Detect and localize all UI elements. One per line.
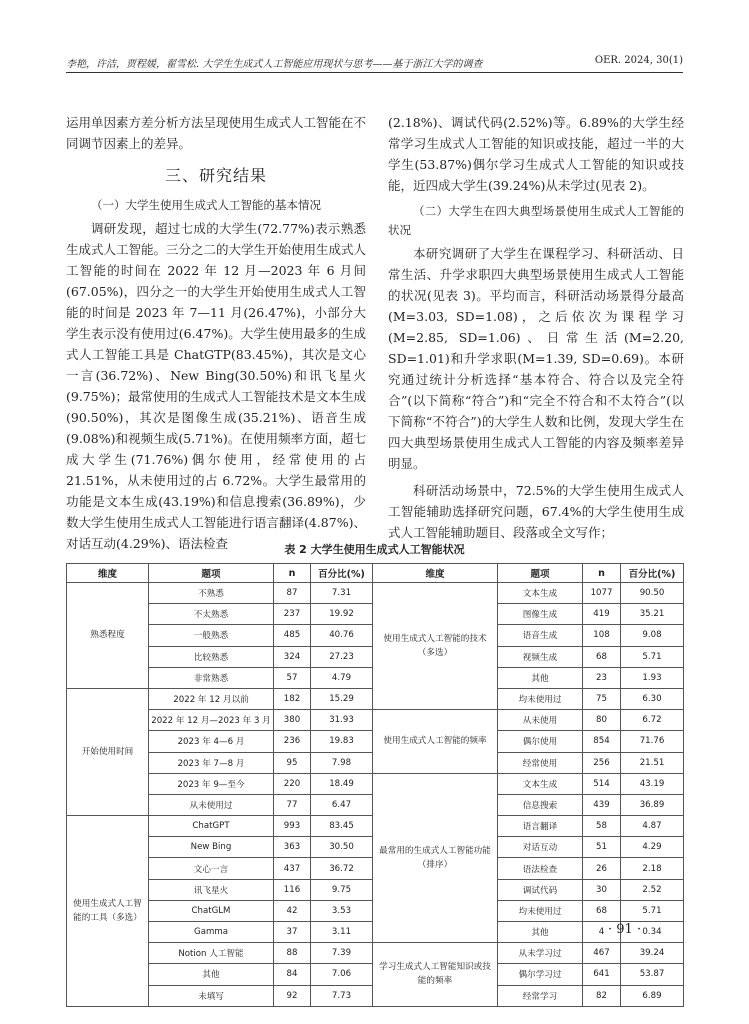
right-pct-cell: 5.71: [621, 646, 684, 667]
results-paragraph-1: 调研发现，超过七成的大学生(72.77%)表示熟悉生成式人工智能。三分之二的大学生开始使用生成式人工智能的时间在 2022 年 12 月—2023 年 6 月间(67.05%)，四分之一的大学生开始使用生成式人工智能的时间是 2023 年 7—11 月(26.47%)，小部分大学生表示没有使用过(6.47%)。大学生使用最多的生成式人工智能工具是 ChatGTP(83.45%)，其次是文心一言(36.72%)、New Bing(30.50%)和讯飞星火(9.75%)；最常使用的生成式人工智能技术是文本生成(90.50%)，其次是图像生成(35.21%)、语音生成(9.08%)和视频生成(5.71%)。在使用频率方面，超七成大学生(71.76%)偶尔使用，经常使用的占 21.51%，从未使用过的占 6.72%。大学生最常用的功能是文本生成(43.19%)和信息搜索(36.89%)，少数大学生使用生成式人工智能进行语言翻译(4.87%)、对话互动(4.29%)、语法检查: [66, 221, 367, 551]
left-n-cell: 485: [274, 625, 311, 646]
left-n-cell: 42: [274, 900, 311, 921]
right-column: [388, 112, 684, 543]
right-pct-cell: 90.50: [621, 583, 684, 604]
left-pct-cell: 27.23: [311, 646, 373, 667]
right-n-cell: 514: [583, 773, 621, 794]
left-item-cell: 比较熟悉: [149, 646, 274, 667]
col-header: 维度: [67, 564, 149, 583]
subsection-title-1: （一）大学生使用生成式人工智能的基本情况: [91, 198, 321, 212]
right-n-cell: 419: [583, 604, 621, 625]
right-pct-cell: 4.29: [621, 837, 684, 858]
right-item-cell: 文本生成: [498, 583, 583, 604]
right-item-cell: 对话互动: [498, 837, 583, 858]
right-pct-cell: 35.21: [621, 604, 684, 625]
left-item-cell: 从未使用过: [149, 794, 274, 815]
left-pct-cell: 19.83: [311, 731, 373, 752]
header-rule: [66, 72, 683, 73]
table-body: [67, 583, 684, 1007]
right-pct-cell: 1.93: [621, 667, 684, 688]
right-pct-cell: 2.52: [621, 879, 684, 900]
right-n-cell: 108: [583, 625, 621, 646]
left-pct-cell: 36.72: [311, 858, 373, 879]
left-n-cell: 182: [274, 688, 311, 709]
right-pct-cell: 4.87: [621, 816, 684, 837]
left-column: [66, 112, 366, 554]
left-n-cell: 993: [274, 816, 311, 837]
right-n-cell: 58: [583, 816, 621, 837]
left-n-cell: 95: [274, 752, 311, 773]
right-pct-cell: 21.51: [621, 752, 684, 773]
right-pct-cell: 9.08: [621, 625, 684, 646]
right-n-cell: 641: [583, 964, 621, 985]
left-item-cell: 讯飞星火: [149, 879, 274, 900]
running-header: [66, 52, 683, 70]
right-item-cell: 经常学习: [498, 985, 583, 1006]
right-n-cell: 256: [583, 752, 621, 773]
right-n-cell: 75: [583, 688, 621, 709]
left-pct-cell: 3.53: [311, 900, 373, 921]
left-pct-cell: 3.11: [311, 922, 373, 943]
right-dimension-cell: 使用生成式人工智能的频率: [373, 710, 498, 774]
right-n-cell: 854: [583, 731, 621, 752]
table-caption: 表 2 大学生使用生成式人工智能状况: [284, 543, 465, 556]
right-n-cell: 30: [583, 879, 621, 900]
right-pct-cell: 53.87: [621, 964, 684, 985]
left-pct-cell: 7.98: [311, 752, 373, 773]
right-pct-cell: 43.19: [621, 773, 684, 794]
left-item-cell: 2023 年 4—6 月: [149, 731, 274, 752]
subsection-title-2: （二）大学生在四大典型场景使用生成式人工智能的状况: [388, 204, 684, 237]
header-journal-info: OER. 2024, 30(1): [594, 55, 683, 66]
left-pct-cell: 6.47: [311, 794, 373, 815]
left-pct-cell: 7.73: [311, 985, 373, 1006]
left-item-cell: 一般熟悉: [149, 625, 274, 646]
left-pct-cell: 4.79: [311, 667, 373, 688]
left-dimension-cell: 开始使用时间: [67, 688, 149, 815]
right-dimension-cell: 学习生成式人工智能知识或技能的频率: [373, 943, 498, 1007]
right-pct-cell: 6.89: [621, 985, 684, 1006]
right-item-cell: 偶尔使用: [498, 731, 583, 752]
results-paragraph-2: 本研究调研了大学生在课程学习、科研活动、日常生活、升学求职四大典型场景使用生成式人工智能的状况(见表 3)。平均而言，科研活动场景得分最高(M=3.03, SD=1.08)，之后依次为课程学习(M=2.85, SD=1.06)、日常生活(M=2.20, SD=1.01)和升学求职(M=1.39, SD=0.69)。本研究通过统计分析选择“基本符合、符合以及完全符合”(以下简称“符合”)和“完全不符合和不太符合”(以下简称“不符合”)的大学生人数和比例，发现大学生在四大典型场景使用生成式人工智能的内容及频率差异明显。: [388, 246, 684, 471]
right-item-cell: 其他: [498, 667, 583, 688]
left-item-cell: New Bing: [149, 837, 274, 858]
left-dimension-cell: 熟悉程度: [67, 583, 149, 689]
right-n-cell: 26: [583, 858, 621, 879]
left-item-cell: 其他: [149, 964, 274, 985]
left-n-cell: 237: [274, 604, 311, 625]
right-item-cell: 语法检查: [498, 858, 583, 879]
right-pct-cell: 5.71: [621, 900, 684, 921]
right-pct-cell: 39.24: [621, 943, 684, 964]
col-header: 维度: [373, 564, 498, 583]
col-header: n: [583, 564, 621, 583]
right-n-cell: 439: [583, 794, 621, 815]
right-n-cell: 80: [583, 710, 621, 731]
right-item-cell: 语言翻译: [498, 816, 583, 837]
left-item-cell: ChatGPT: [149, 816, 274, 837]
right-dimension-cell: 最常用的生成式人工智能功能（排序）: [373, 773, 498, 943]
table-row: [67, 710, 684, 731]
left-pct-cell: 9.75: [311, 879, 373, 900]
left-pct-cell: 15.29: [311, 688, 373, 709]
section-title: 三、研究结果: [164, 166, 267, 185]
left-n-cell: 220: [274, 773, 311, 794]
left-item-cell: 不熟悉: [149, 583, 274, 604]
left-dimension-cell: 使用生成式人工智能的工具（多选）: [67, 816, 149, 1007]
left-pct-cell: 7.39: [311, 943, 373, 964]
left-pct-cell: 31.93: [311, 710, 373, 731]
right-item-cell: 偶尔学习过: [498, 964, 583, 985]
col-header: 百分比(%): [621, 564, 684, 583]
col-header: 题项: [498, 564, 583, 583]
right-item-cell: 信息搜索: [498, 794, 583, 815]
table-row: [67, 583, 684, 604]
right-n-cell: 68: [583, 900, 621, 921]
right-pct-cell: 6.72: [621, 710, 684, 731]
right-item-cell: 图像生成: [498, 604, 583, 625]
right-pct-cell: 0.34: [621, 922, 684, 943]
right-n-cell: 23: [583, 667, 621, 688]
intro-paragraph: 运用单因素方差分析方法呈现使用生成式人工智能在不同调节因素上的差异。: [66, 115, 367, 151]
left-n-cell: 324: [274, 646, 311, 667]
left-item-cell: 2022 年 12 月以前: [149, 688, 274, 709]
right-item-cell: 其他: [498, 922, 583, 943]
left-pct-cell: 30.50: [311, 837, 373, 858]
left-item-cell: 不太熟悉: [149, 604, 274, 625]
left-pct-cell: 40.76: [311, 625, 373, 646]
left-pct-cell: 19.92: [311, 604, 373, 625]
table-header-row: [67, 564, 684, 583]
col-header: n: [274, 564, 311, 583]
left-item-cell: Notion 人工智能: [149, 943, 274, 964]
left-item-cell: ChatGLM: [149, 900, 274, 921]
right-n-cell: 68: [583, 646, 621, 667]
left-n-cell: 92: [274, 985, 311, 1006]
table-row: [67, 943, 684, 964]
left-n-cell: 87: [274, 583, 311, 604]
left-n-cell: 84: [274, 964, 311, 985]
left-item-cell: 2022 年 12 月—2023 年 3 月: [149, 710, 274, 731]
left-item-cell: 非常熟悉: [149, 667, 274, 688]
left-n-cell: 37: [274, 922, 311, 943]
right-item-cell: 从未使用: [498, 710, 583, 731]
page-number: · 91 ·: [608, 922, 642, 937]
left-pct-cell: 7.31: [311, 583, 373, 604]
left-item-cell: 2023 年 7—8 月: [149, 752, 274, 773]
right-n-cell: 1077: [583, 583, 621, 604]
left-n-cell: 380: [274, 710, 311, 731]
left-n-cell: 77: [274, 794, 311, 815]
right-item-cell: 从未学习过: [498, 943, 583, 964]
right-dimension-cell: 使用生成式人工智能的技术（多选）: [373, 583, 498, 710]
col-header: 百分比(%): [311, 564, 373, 583]
right-item-cell: 文本生成: [498, 773, 583, 794]
left-n-cell: 437: [274, 858, 311, 879]
right-item-cell: 视频生成: [498, 646, 583, 667]
right-n-cell: 51: [583, 837, 621, 858]
left-n-cell: 363: [274, 837, 311, 858]
left-n-cell: 116: [274, 879, 311, 900]
results-paragraph-3: 科研活动场景中，72.5%的大学生使用生成式人工智能辅助选择研究问题，67.4%的大学生使用生成式人工智能辅助题目、段落或全文写作；: [388, 483, 684, 540]
left-n-cell: 88: [274, 943, 311, 964]
right-pct-cell: 71.76: [621, 731, 684, 752]
col-header: 题项: [149, 564, 274, 583]
right-item-cell: 均未使用过: [498, 900, 583, 921]
left-pct-cell: 7.06: [311, 964, 373, 985]
left-item-cell: Gamma: [149, 922, 274, 943]
table-row: [67, 773, 684, 794]
left-pct-cell: 83.45: [311, 816, 373, 837]
table-2: [66, 541, 683, 1007]
right-n-cell: 467: [583, 943, 621, 964]
left-item-cell: 2023 年 9—至今: [149, 773, 274, 794]
left-n-cell: 57: [274, 667, 311, 688]
left-item-cell: 文心一言: [149, 858, 274, 879]
right-pct-cell: 2.18: [621, 858, 684, 879]
right-pct-cell: 6.30: [621, 688, 684, 709]
right-n-cell: 4: [583, 922, 621, 943]
right-pct-cell: 36.89: [621, 794, 684, 815]
left-n-cell: 236: [274, 731, 311, 752]
right-n-cell: 82: [583, 985, 621, 1006]
right-item-cell: 语音生成: [498, 625, 583, 646]
left-item-cell: 未填写: [149, 985, 274, 1006]
right-item-cell: 经常使用: [498, 752, 583, 773]
header-authors-title: 李艳，许洁，贾程媛，翟雪松. 大学生生成式人工智能应用现状与思考——基于浙江大学的调查: [66, 59, 483, 70]
usage-table: [66, 563, 684, 1007]
right-item-cell: 调试代码: [498, 879, 583, 900]
results-paragraph-1-cont: (2.18%)、调试代码(2.52%)等。6.89%的大学生经常学习生成式人工智能的知识或技能，超过一半的大学生(53.87%)偶尔学习生成式人工智能的知识或技能，近四成大学生(39.24%)从未学过(见表 2)。: [388, 115, 684, 193]
left-pct-cell: 18.49: [311, 773, 373, 794]
right-item-cell: 均未使用过: [498, 688, 583, 709]
